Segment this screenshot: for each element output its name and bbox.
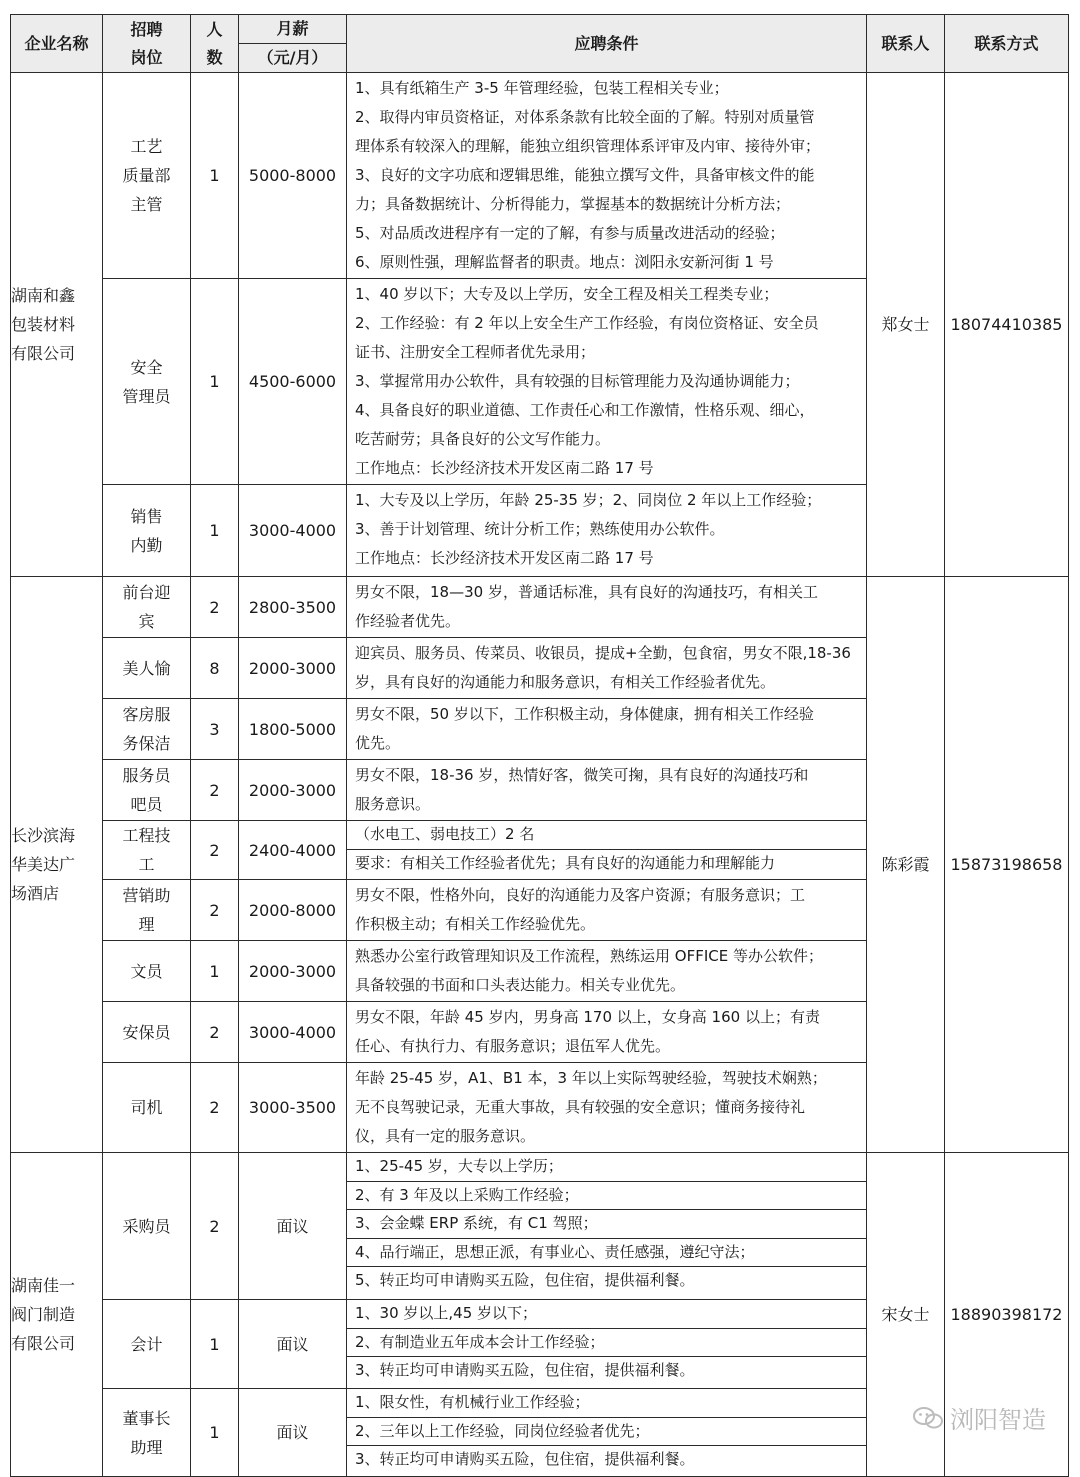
job-count: 1 — [191, 279, 239, 485]
header-company: 企业名称 — [11, 15, 103, 73]
header-count: 人 数 — [191, 15, 239, 73]
watermark-text: 浏阳智造 — [950, 1406, 1046, 1434]
contact-person: 陈彩霞 — [867, 577, 945, 1153]
job-salary: 1800-5000 — [239, 699, 347, 760]
job-count: 1 — [191, 1300, 239, 1389]
job-count: 8 — [191, 638, 239, 699]
company-name: 湖南和鑫 包装材料 有限公司 — [11, 73, 103, 577]
job-salary: 3000-4000 — [239, 485, 347, 577]
job-salary: 2000-3000 — [239, 941, 347, 1002]
header-position: 招聘 岗位 — [103, 15, 191, 73]
job-title: 工艺 质量部 主管 — [103, 73, 191, 279]
watermark — [912, 1400, 1046, 1435]
job-salary: 面议 — [239, 1389, 347, 1477]
contact-phone[interactable]: 18074410385 — [945, 73, 1069, 577]
job-salary: 面议 — [239, 1153, 347, 1300]
job-count: 2 — [191, 821, 239, 880]
job-salary: 2000-8000 — [239, 880, 347, 941]
job-title: 工程技 工 — [103, 821, 191, 880]
contact-phone[interactable]: 15873198658 — [945, 577, 1069, 1153]
job-title: 美人愉 — [103, 638, 191, 699]
job-title: 服务员 吧员 — [103, 760, 191, 821]
job-count: 3 — [191, 699, 239, 760]
job-salary: 4500-6000 — [239, 279, 347, 485]
contact-phone[interactable]: 18890398172 — [945, 1153, 1069, 1477]
job-count: 1 — [191, 73, 239, 279]
job-salary: 2800-3500 — [239, 577, 347, 638]
job-requirements: 男女不限，年龄 45 岁内，男身高 170 以上，女身高 160 以上；有责 任心、有执行力、有服务意识；退伍军人优先。 — [347, 1002, 867, 1063]
job-requirements: 迎宾员、服务员、传菜员、收银员，提成+全勤，包食宿，男女不限,18-36 岁，具有良好的沟通能力和服务意识，有相关工作经验者优先。 — [347, 638, 867, 699]
job-count: 2 — [191, 577, 239, 638]
job-salary: 2400-4000 — [239, 821, 347, 880]
job-count: 1 — [191, 941, 239, 1002]
job-requirements: 熟悉办公室行政管理知识及工作流程，熟练运用 OFFICE 等办公软件； 具备较强的书面和口头表达能力。相关专业优先。 — [347, 941, 867, 1002]
job-requirements: 1、40 岁以下；大专及以上学历，安全工程及相关工程类专业； 2、工作经验：有 2 年以上安全生产工作经验，有岗位资格证、安全员 证书、注册安全工程师者优先录用； 3、掌握常用办公软件，具有较强的目标管理能力及沟通协调能力； 4、具备良好的职业道德、工作责任心和工作激情，性格乐观、细心， 吃苦耐劳；具备良好的公文写作能力。 工作地点：长沙经济技术开发区南二路 17 号 — [347, 279, 867, 485]
table-row — [11, 73, 1069, 279]
job-requirements: 男女不限，性格外向，良好的沟通能力及客户资源；有服务意识；工 作积极主动；有相关工作经验优先。 — [347, 880, 867, 941]
job-salary: 2000-3000 — [239, 760, 347, 821]
job-count: 2 — [191, 1063, 239, 1153]
job-title: 安全 管理员 — [103, 279, 191, 485]
job-count: 2 — [191, 1002, 239, 1063]
job-requirements: 男女不限，18—30 岁，普通话标准，具有良好的沟通技巧，有相关工 作经验者优先。 — [347, 577, 867, 638]
job-requirements: （水电工、弱电技工）2 名 要求：有相关工作经验者优先；具有良好的沟通能力和理解能力 — [347, 821, 867, 880]
job-salary: 3000-3500 — [239, 1063, 347, 1153]
job-title: 营销助 理 — [103, 880, 191, 941]
job-requirements: 男女不限，50 岁以下，工作积极主动，身体健康，拥有相关工作经验 优先。 — [347, 699, 867, 760]
job-count: 1 — [191, 485, 239, 577]
job-title: 文员 — [103, 941, 191, 1002]
contact-person: 郑女士 — [867, 73, 945, 577]
job-requirements: 1、大专及以上学历，年龄 25-35 岁；2、同岗位 2 年以上工作经验； 3、善于计划管理、统计分析工作；熟练使用办公软件。 工作地点：长沙经济技术开发区南二路 17 号 — [347, 485, 867, 577]
job-requirements: 1、限女性，有机械行业工作经验； 2、三年以上工作经验，同岗位经验者优先； 3、转正均可申请购买五险，包住宿，提供福利餐。 — [347, 1389, 867, 1477]
header-requirements: 应聘条件 — [347, 15, 867, 73]
header-contact: 联系人 — [867, 15, 945, 73]
job-salary: 3000-4000 — [239, 1002, 347, 1063]
company-name: 湖南佳一 阀门制造 有限公司 — [11, 1153, 103, 1477]
job-title: 前台迎 宾 — [103, 577, 191, 638]
job-requirements: 年龄 25-45 岁，A1、B1 本，3 年以上实际驾驶经验，驾驶技术娴熟； 无不良驾驶记录，无重大事故，具有较强的安全意识；懂商务接待礼 仪，具有一定的服务意识。 — [347, 1063, 867, 1153]
company-name: 长沙滨海 华美达广 场酒店 — [11, 577, 103, 1153]
job-salary: 面议 — [239, 1300, 347, 1389]
job-title: 会计 — [103, 1300, 191, 1389]
job-title: 司机 — [103, 1063, 191, 1153]
header-row — [11, 15, 1069, 73]
wechat-icon — [912, 1406, 944, 1430]
job-count: 2 — [191, 880, 239, 941]
table-row — [11, 577, 1069, 638]
table-row — [11, 1153, 1069, 1300]
job-requirements: 1、30 岁以上,45 岁以下； 2、有制造业五年成本会计工作经验； 3、转正均可申请购买五险，包住宿，提供福利餐。 — [347, 1300, 867, 1389]
header-salary: 月薪 （元/月） — [239, 15, 347, 73]
job-title: 董事长 助理 — [103, 1389, 191, 1477]
job-title: 客房服 务保洁 — [103, 699, 191, 760]
job-title: 安保员 — [103, 1002, 191, 1063]
job-requirements: 1、具有纸箱生产 3-5 年管理经验，包装工程相关专业； 2、取得内审员资格证，对体系条款有比较全面的了解。特别对质量管 理体系有较深入的理解，能独立组织管理体系评审及内审、接待外审； 3、良好的文字功底和逻辑思维，能独立撰写文件，具备审核文件的能 力；具备数据统计、分析得能力，掌握基本的数据统计分析方法； 5、对品质改进程序有一定的了解，有参与质量改进活动的经验； 6、原则性强，理解监督者的职责。地点：浏阳永安新河街 1 号 — [347, 73, 867, 279]
job-salary: 2000-3000 — [239, 638, 347, 699]
recruitment-sheet — [10, 14, 1068, 1477]
job-requirements: 男女不限，18-36 岁，热情好客，微笑可掬，具有良好的沟通技巧和 服务意识。 — [347, 760, 867, 821]
job-title: 销售 内勤 — [103, 485, 191, 577]
job-count: 2 — [191, 760, 239, 821]
job-salary: 5000-8000 — [239, 73, 347, 279]
contact-person: 宋女士 — [867, 1153, 945, 1477]
job-count: 1 — [191, 1389, 239, 1477]
job-requirements: 1、25-45 岁，大专以上学历； 2、有 3 年及以上采购工作经验； 3、会金蝶 ERP 系统，有 C1 驾照； 4、品行端正，思想正派，有事业心、责任感强，遵纪守法； 5、转正均可申请购买五险，包住宿，提供福利餐。 — [347, 1153, 867, 1300]
recruitment-table — [10, 14, 1069, 1477]
job-title: 采购员 — [103, 1153, 191, 1300]
header-phone: 联系方式 — [945, 15, 1069, 73]
job-count: 2 — [191, 1153, 239, 1300]
